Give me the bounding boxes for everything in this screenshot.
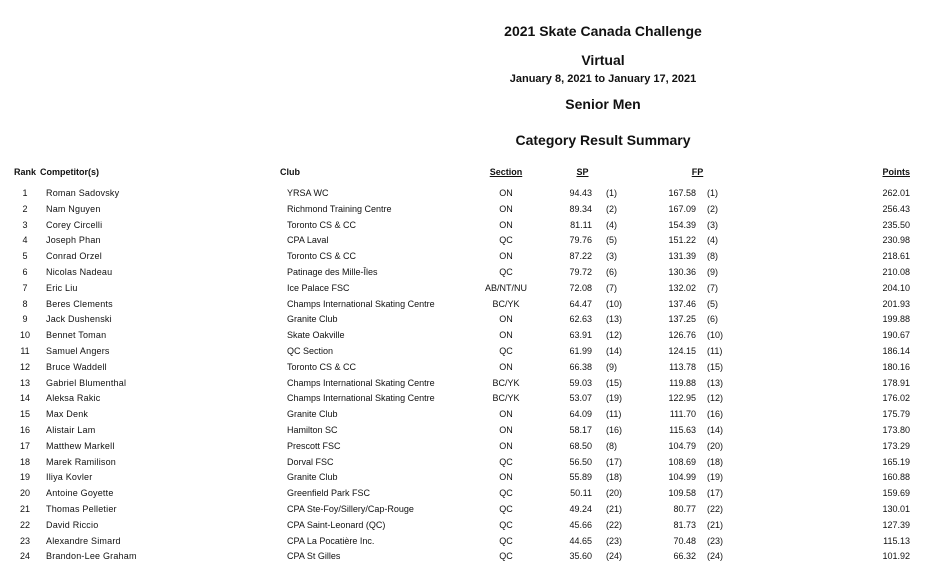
sp-score-cell: 50.11 (570, 488, 592, 499)
points-cell: 199.88 (882, 314, 910, 325)
fp-placement-cell: (18) (707, 456, 724, 467)
column-header-section: Section (489, 167, 523, 177)
competitor-cell: Corey Circelli (46, 219, 103, 230)
points-cell: 186.14 (882, 345, 910, 356)
result-row (0, 311, 929, 327)
club-cell: Granite Club (287, 472, 338, 483)
result-row (0, 201, 929, 217)
sp-score-cell: 62.63 (569, 314, 592, 325)
sp-placement-cell: (24) (606, 551, 623, 562)
points-cell: 160.88 (882, 472, 910, 483)
competitor-cell: Aleksa Rakic (46, 393, 101, 404)
fp-score-cell: 104.99 (668, 472, 696, 483)
fp-placement-cell: (15) (707, 361, 724, 372)
competitor-cell: Thomas Pelletier (46, 503, 117, 514)
club-cell: YRSA WC (287, 188, 329, 198)
sp-score-cell: 79.72 (569, 266, 592, 277)
result-row (0, 217, 929, 233)
club-cell: Champs International Skating Centre (287, 377, 435, 388)
sp-score-cell: 79.76 (569, 235, 592, 246)
fp-score-cell: 115.63 (669, 424, 696, 435)
rank-cell: 21 (19, 503, 30, 514)
points-cell: 210.08 (882, 266, 910, 277)
club-cell: CPA Saint-Leonard (QC) (287, 519, 386, 530)
fp-score-cell: 108.69 (668, 456, 696, 467)
result-row (0, 422, 929, 438)
fp-score-cell: 70.48 (673, 535, 696, 546)
sp-placement-cell: (17) (606, 456, 623, 467)
sp-score-cell: 64.09 (569, 409, 592, 420)
section-cell: QC (499, 503, 513, 514)
sp-score-cell: 89.34 (569, 203, 592, 214)
sp-score-cell: 35.60 (569, 551, 592, 562)
section-cell: ON (499, 472, 513, 483)
competitor-cell: David Riccio (46, 519, 99, 530)
sp-placement-cell: (10) (606, 298, 623, 309)
club-cell: Hamilton SC (287, 424, 338, 435)
competitor-cell: Samuel Angers (46, 345, 110, 356)
fp-placement-cell: (3) (707, 219, 718, 230)
club-cell: Prescott FSC (287, 440, 341, 451)
event-title: 2021 Skate Canada Challenge (504, 23, 702, 39)
sp-placement-cell: (5) (606, 235, 617, 246)
fp-placement-cell: (12) (707, 393, 724, 404)
rank-cell: 16 (19, 424, 30, 435)
section-cell: ON (499, 330, 513, 341)
section-cell: AB/NT/NU (484, 282, 527, 293)
club-cell: CPA Ste-Foy/Sillery/Cap-Rouge (287, 503, 414, 514)
sp-placement-cell: (14) (606, 345, 623, 356)
rank-cell: 10 (19, 330, 30, 341)
fp-placement-cell: (2) (707, 203, 718, 214)
points-cell: 115.13 (883, 535, 910, 546)
competitor-cell: Conrad Orzel (46, 251, 102, 262)
competitor-cell: Antoine Goyette (46, 488, 114, 499)
points-cell: 130.01 (882, 503, 910, 514)
venue: Virtual (581, 52, 625, 68)
fp-score-cell: 81.73 (673, 519, 696, 530)
points-cell: 165.19 (882, 456, 910, 467)
club-cell: Richmond Training Centre (287, 203, 392, 214)
points-cell: 175.79 (882, 409, 910, 420)
column-header-fp: FP (691, 167, 704, 177)
sp-placement-cell: (11) (606, 409, 622, 420)
sp-placement-cell: (4) (606, 219, 617, 230)
points-cell: 230.98 (882, 235, 910, 246)
rank-cell: 19 (19, 472, 30, 483)
points-cell: 173.29 (882, 440, 910, 451)
sp-placement-cell: (15) (606, 377, 623, 388)
fp-score-cell: 132.02 (668, 282, 696, 293)
fp-placement-cell: (24) (707, 551, 724, 562)
club-cell: Granite Club (287, 409, 338, 420)
fp-score-cell: 131.39 (668, 251, 696, 262)
column-header-points: Points (882, 167, 910, 177)
result-row (0, 438, 929, 454)
sp-score-cell: 59.03 (569, 377, 592, 388)
sp-placement-cell: (19) (606, 393, 623, 404)
fp-score-cell: 137.46 (668, 298, 696, 309)
sp-score-cell: 61.99 (569, 345, 592, 356)
result-row (0, 264, 929, 280)
result-row (0, 375, 929, 391)
fp-placement-cell: (20) (707, 440, 724, 451)
fp-score-cell: 130.36 (668, 266, 696, 277)
rank-cell: 15 (19, 409, 30, 420)
fp-score-cell: 167.58 (668, 188, 696, 198)
club-cell: QC Section (287, 345, 334, 356)
sp-placement-cell: (13) (606, 314, 623, 325)
fp-placement-cell: (8) (707, 251, 718, 262)
section-cell: QC (499, 345, 513, 356)
result-row (0, 343, 929, 359)
fp-score-cell: 111.70 (669, 409, 696, 420)
sp-placement-cell: (1) (606, 188, 617, 198)
column-header-sp: SP (576, 167, 589, 177)
club-cell: Patinage des Mille-Îles (287, 266, 378, 277)
rank-cell: 9 (22, 314, 28, 325)
points-cell: 180.16 (882, 361, 910, 372)
fp-score-cell: 122.95 (668, 393, 696, 404)
club-cell: Granite Club (287, 314, 338, 325)
column-header-club: Club (280, 167, 300, 177)
rank-cell: 6 (22, 266, 28, 277)
rank-cell: 14 (19, 393, 30, 404)
event-dates: January 8, 2021 to January 17, 2021 (509, 73, 697, 85)
fp-score-cell: 167.09 (668, 203, 696, 214)
points-cell: 176.02 (882, 393, 910, 404)
sp-placement-cell: (21) (606, 503, 623, 514)
fp-score-cell: 154.39 (668, 219, 696, 230)
result-row (0, 533, 929, 549)
sp-placement-cell: (8) (606, 440, 617, 451)
club-cell: Ice Palace FSC (287, 282, 350, 293)
result-row (0, 280, 929, 296)
fp-placement-cell: (9) (707, 266, 718, 277)
sp-placement-cell: (3) (606, 251, 617, 262)
report-title: Category Result Summary (515, 132, 691, 148)
rank-cell: 20 (19, 488, 30, 499)
section-cell: ON (499, 251, 513, 262)
fp-placement-cell: (23) (707, 535, 724, 546)
result-row (0, 359, 929, 375)
sp-placement-cell: (9) (606, 361, 617, 372)
club-cell: CPA La Pocatière Inc. (287, 535, 375, 546)
sp-score-cell: 44.65 (569, 535, 592, 546)
competitor-cell: Matthew Markell (46, 440, 115, 451)
sp-score-cell: 56.50 (569, 456, 592, 467)
section-cell: ON (499, 314, 513, 325)
rank-cell: 17 (19, 440, 30, 451)
sp-placement-cell: (2) (606, 203, 617, 214)
section-cell: QC (499, 519, 513, 530)
fp-placement-cell: (6) (707, 314, 718, 325)
rank-cell: 5 (22, 251, 28, 262)
fp-score-cell: 104.79 (668, 440, 696, 451)
fp-score-cell: 119.88 (669, 377, 696, 388)
points-cell: 159.69 (882, 488, 910, 499)
result-row (0, 485, 929, 501)
sp-placement-cell: (7) (606, 282, 617, 293)
results-table (0, 185, 929, 564)
sp-score-cell: 58.17 (569, 424, 592, 435)
sp-placement-cell: (23) (606, 535, 623, 546)
competitor-cell: Bruce Waddell (46, 361, 107, 372)
section-cell: ON (499, 188, 513, 198)
competitor-cell: Nam Nguyen (46, 203, 101, 214)
rank-cell: 24 (19, 551, 30, 562)
result-row (0, 185, 929, 201)
competitor-cell: Alistair Lam (46, 424, 96, 435)
fp-placement-cell: (1) (707, 188, 718, 198)
result-row (0, 454, 929, 470)
rank-cell: 13 (19, 377, 30, 388)
section-cell: QC (499, 551, 513, 562)
points-cell: 127.39 (882, 519, 910, 530)
fp-placement-cell: (7) (707, 282, 718, 293)
sp-score-cell: 49.24 (569, 503, 592, 514)
club-cell: Champs International Skating Centre (287, 393, 435, 404)
result-row (0, 469, 929, 485)
club-cell: CPA Laval (287, 235, 329, 246)
sp-placement-cell: (12) (606, 330, 623, 341)
fp-placement-cell: (4) (707, 235, 718, 246)
competitor-cell: Brandon-Lee Graham (46, 551, 137, 562)
points-cell: 190.67 (882, 330, 910, 341)
fp-placement-cell: (11) (707, 345, 723, 356)
result-row (0, 232, 929, 248)
section-cell: BC/YK (492, 393, 520, 404)
section-cell: ON (499, 203, 513, 214)
club-cell: Dorval FSC (287, 456, 334, 467)
competitor-cell: Max Denk (46, 409, 89, 420)
sp-score-cell: 66.38 (569, 361, 592, 372)
points-cell: 201.93 (882, 298, 910, 309)
section-cell: ON (499, 409, 513, 420)
points-cell: 262.01 (882, 188, 910, 198)
club-cell: Toronto CS & CC (287, 251, 357, 262)
competitor-cell: Iliya Kovler (46, 472, 93, 483)
sp-score-cell: 94.43 (569, 188, 592, 198)
fp-placement-cell: (19) (707, 472, 724, 483)
section-cell: BC/YK (492, 377, 520, 388)
result-row (0, 296, 929, 312)
sp-score-cell: 68.50 (569, 440, 592, 451)
club-cell: CPA St Gilles (287, 551, 341, 562)
section-cell: ON (499, 440, 513, 451)
fp-placement-cell: (14) (707, 424, 724, 435)
fp-placement-cell: (22) (707, 503, 724, 514)
fp-score-cell: 137.25 (668, 314, 696, 325)
rank-cell: 1 (22, 188, 28, 198)
competitor-cell: Jack Dushenski (46, 314, 112, 325)
result-row (0, 548, 929, 564)
competitor-cell: Joseph Phan (46, 235, 101, 246)
fp-score-cell: 109.58 (668, 488, 696, 499)
section-cell: ON (499, 361, 513, 372)
points-cell: 256.43 (882, 203, 910, 214)
column-header-competitor: Competitor(s) (40, 167, 99, 177)
rank-cell: 8 (22, 298, 28, 309)
sp-placement-cell: (18) (606, 472, 623, 483)
rank-cell: 22 (19, 519, 30, 530)
section-cell: ON (499, 424, 513, 435)
points-cell: 218.61 (882, 251, 910, 262)
fp-placement-cell: (13) (707, 377, 724, 388)
fp-score-cell: 126.76 (668, 330, 696, 341)
fp-placement-cell: (5) (707, 298, 718, 309)
rank-cell: 12 (19, 361, 30, 372)
sp-score-cell: 55.89 (569, 472, 592, 483)
club-cell: Toronto CS & CC (287, 219, 357, 230)
rank-cell: 2 (22, 203, 28, 214)
section-cell: BC/YK (492, 298, 520, 309)
sp-placement-cell: (6) (606, 266, 617, 277)
column-header-rank: Rank (14, 167, 37, 177)
result-row (0, 390, 929, 406)
competitor-cell: Gabriel Blumenthal (46, 377, 127, 388)
competitor-cell: Nicolas Nadeau (46, 266, 113, 277)
competitor-cell: Beres Clements (46, 298, 113, 309)
category-name: Senior Men (565, 96, 641, 112)
club-cell: Skate Oakville (287, 330, 345, 341)
result-row (0, 327, 929, 343)
result-row (0, 501, 929, 517)
section-cell: QC (499, 535, 513, 546)
sp-score-cell: 87.22 (569, 251, 592, 262)
section-cell: QC (499, 488, 513, 499)
section-cell: QC (499, 456, 513, 467)
rank-cell: 18 (19, 456, 30, 467)
rank-cell: 7 (22, 282, 28, 293)
sp-score-cell: 81.11 (570, 219, 592, 230)
sp-score-cell: 53.07 (569, 393, 592, 404)
result-row (0, 517, 929, 533)
fp-placement-cell: (10) (707, 330, 724, 341)
sp-placement-cell: (22) (606, 519, 623, 530)
sp-score-cell: 64.47 (569, 298, 592, 309)
points-cell: 173.80 (882, 424, 910, 435)
sp-score-cell: 63.91 (569, 330, 592, 341)
fp-score-cell: 66.32 (673, 551, 696, 562)
rank-cell: 11 (20, 345, 30, 356)
sp-score-cell: 72.08 (569, 282, 592, 293)
club-cell: Champs International Skating Centre (287, 298, 435, 309)
points-cell: 235.50 (882, 219, 910, 230)
points-cell: 101.92 (882, 551, 910, 562)
rank-cell: 3 (22, 219, 28, 230)
fp-score-cell: 124.15 (668, 345, 696, 356)
sp-placement-cell: (20) (606, 488, 623, 499)
rank-cell: 4 (22, 235, 28, 246)
points-cell: 204.10 (882, 282, 910, 293)
result-row (0, 248, 929, 264)
fp-placement-cell: (21) (707, 519, 724, 530)
sp-placement-cell: (16) (606, 424, 623, 435)
competitor-cell: Alexandre Simard (46, 535, 121, 546)
fp-score-cell: 80.77 (673, 503, 696, 514)
section-cell: ON (499, 219, 513, 230)
result-row (0, 406, 929, 422)
fp-score-cell: 113.78 (669, 361, 696, 372)
competitor-cell: Roman Sadovsky (46, 188, 120, 198)
rank-cell: 23 (19, 535, 30, 546)
fp-placement-cell: (16) (707, 409, 724, 420)
competitor-cell: Marek Ramilison (46, 456, 117, 467)
sp-score-cell: 45.66 (569, 519, 592, 530)
points-cell: 178.91 (882, 377, 910, 388)
fp-placement-cell: (17) (707, 488, 724, 499)
club-cell: Greenfield Park FSC (287, 488, 371, 499)
club-cell: Toronto CS & CC (287, 361, 357, 372)
competitor-cell: Bennet Toman (46, 330, 107, 341)
competitor-cell: Eric Liu (46, 282, 78, 293)
section-cell: QC (499, 235, 513, 246)
fp-score-cell: 151.22 (668, 235, 696, 246)
section-cell: QC (499, 266, 513, 277)
